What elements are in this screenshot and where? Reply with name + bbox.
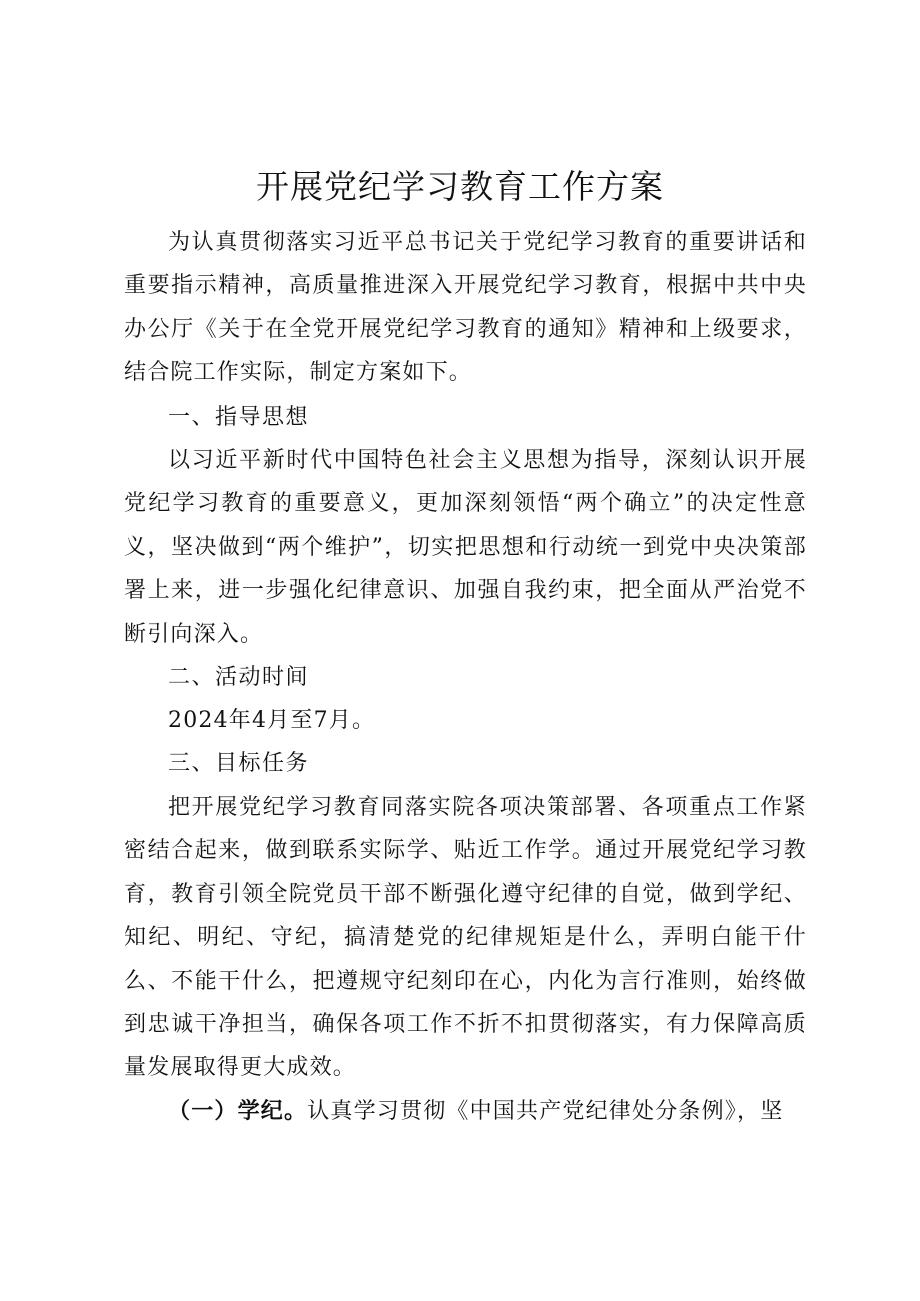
section-heading-guiding-thought: 一、指导思想: [168, 405, 310, 430]
subsection-study-discipline: [124, 1090, 807, 1133]
subsection-text: 认真学习贯彻《中国共产党纪律处分条例》，坚: [307, 1099, 784, 1124]
intro-paragraph: 为认真贯彻落实习近平总书记关于党纪学习教育的重要讲话和重要指示精神，高质量推进深入开展党纪学习教育，根据中共中央办公厅《关于在全党开展党纪学习教育的通知》精神和上级要求，结合院工作实际，制定方案如下。: [124, 230, 807, 386]
goals-tasks-paragraph: 把开展党纪学习教育同落实院各项决策部署、各项重点工作紧密结合起来，做到联系实际学、贴近工作学。通过开展党纪学习教育，教育引领全院党员干部不断强化遵守纪律的自觉，做到学纪、知纪、明纪、守纪，搞清楚党的纪律规矩是什么，弄明白能干什么、不能干什么，把遵规守纪刻印在心，内化为言行准则，始终做到忠诚干净担当，确保各项工作不折不扣贯彻落实，有力保障高质量发展取得更大成效。: [124, 795, 807, 1081]
section-heading-activity-time: 二、活动时间: [168, 665, 310, 690]
document-title: 开展党纪学习教育工作方案: [256, 167, 664, 206]
section-heading-goals-tasks: 三、目标任务: [168, 751, 310, 776]
subsection-lead: （一）学纪。: [168, 1099, 308, 1124]
activity-time-paragraph: 2024年4月至7月。: [168, 708, 376, 733]
guiding-thought-paragraph: 以习近平新时代中国特色社会主义思想为指导，深刻认识开展党纪学习教育的重要意义，更加深刻领悟“两个确立”的决定性意义，坚决做到“两个维护”，切实把思想和行动统一到党中央决策部署上来，进一步强化纪律意识、加强自我约束，把全面从严治党不断引向深入。: [124, 448, 807, 647]
